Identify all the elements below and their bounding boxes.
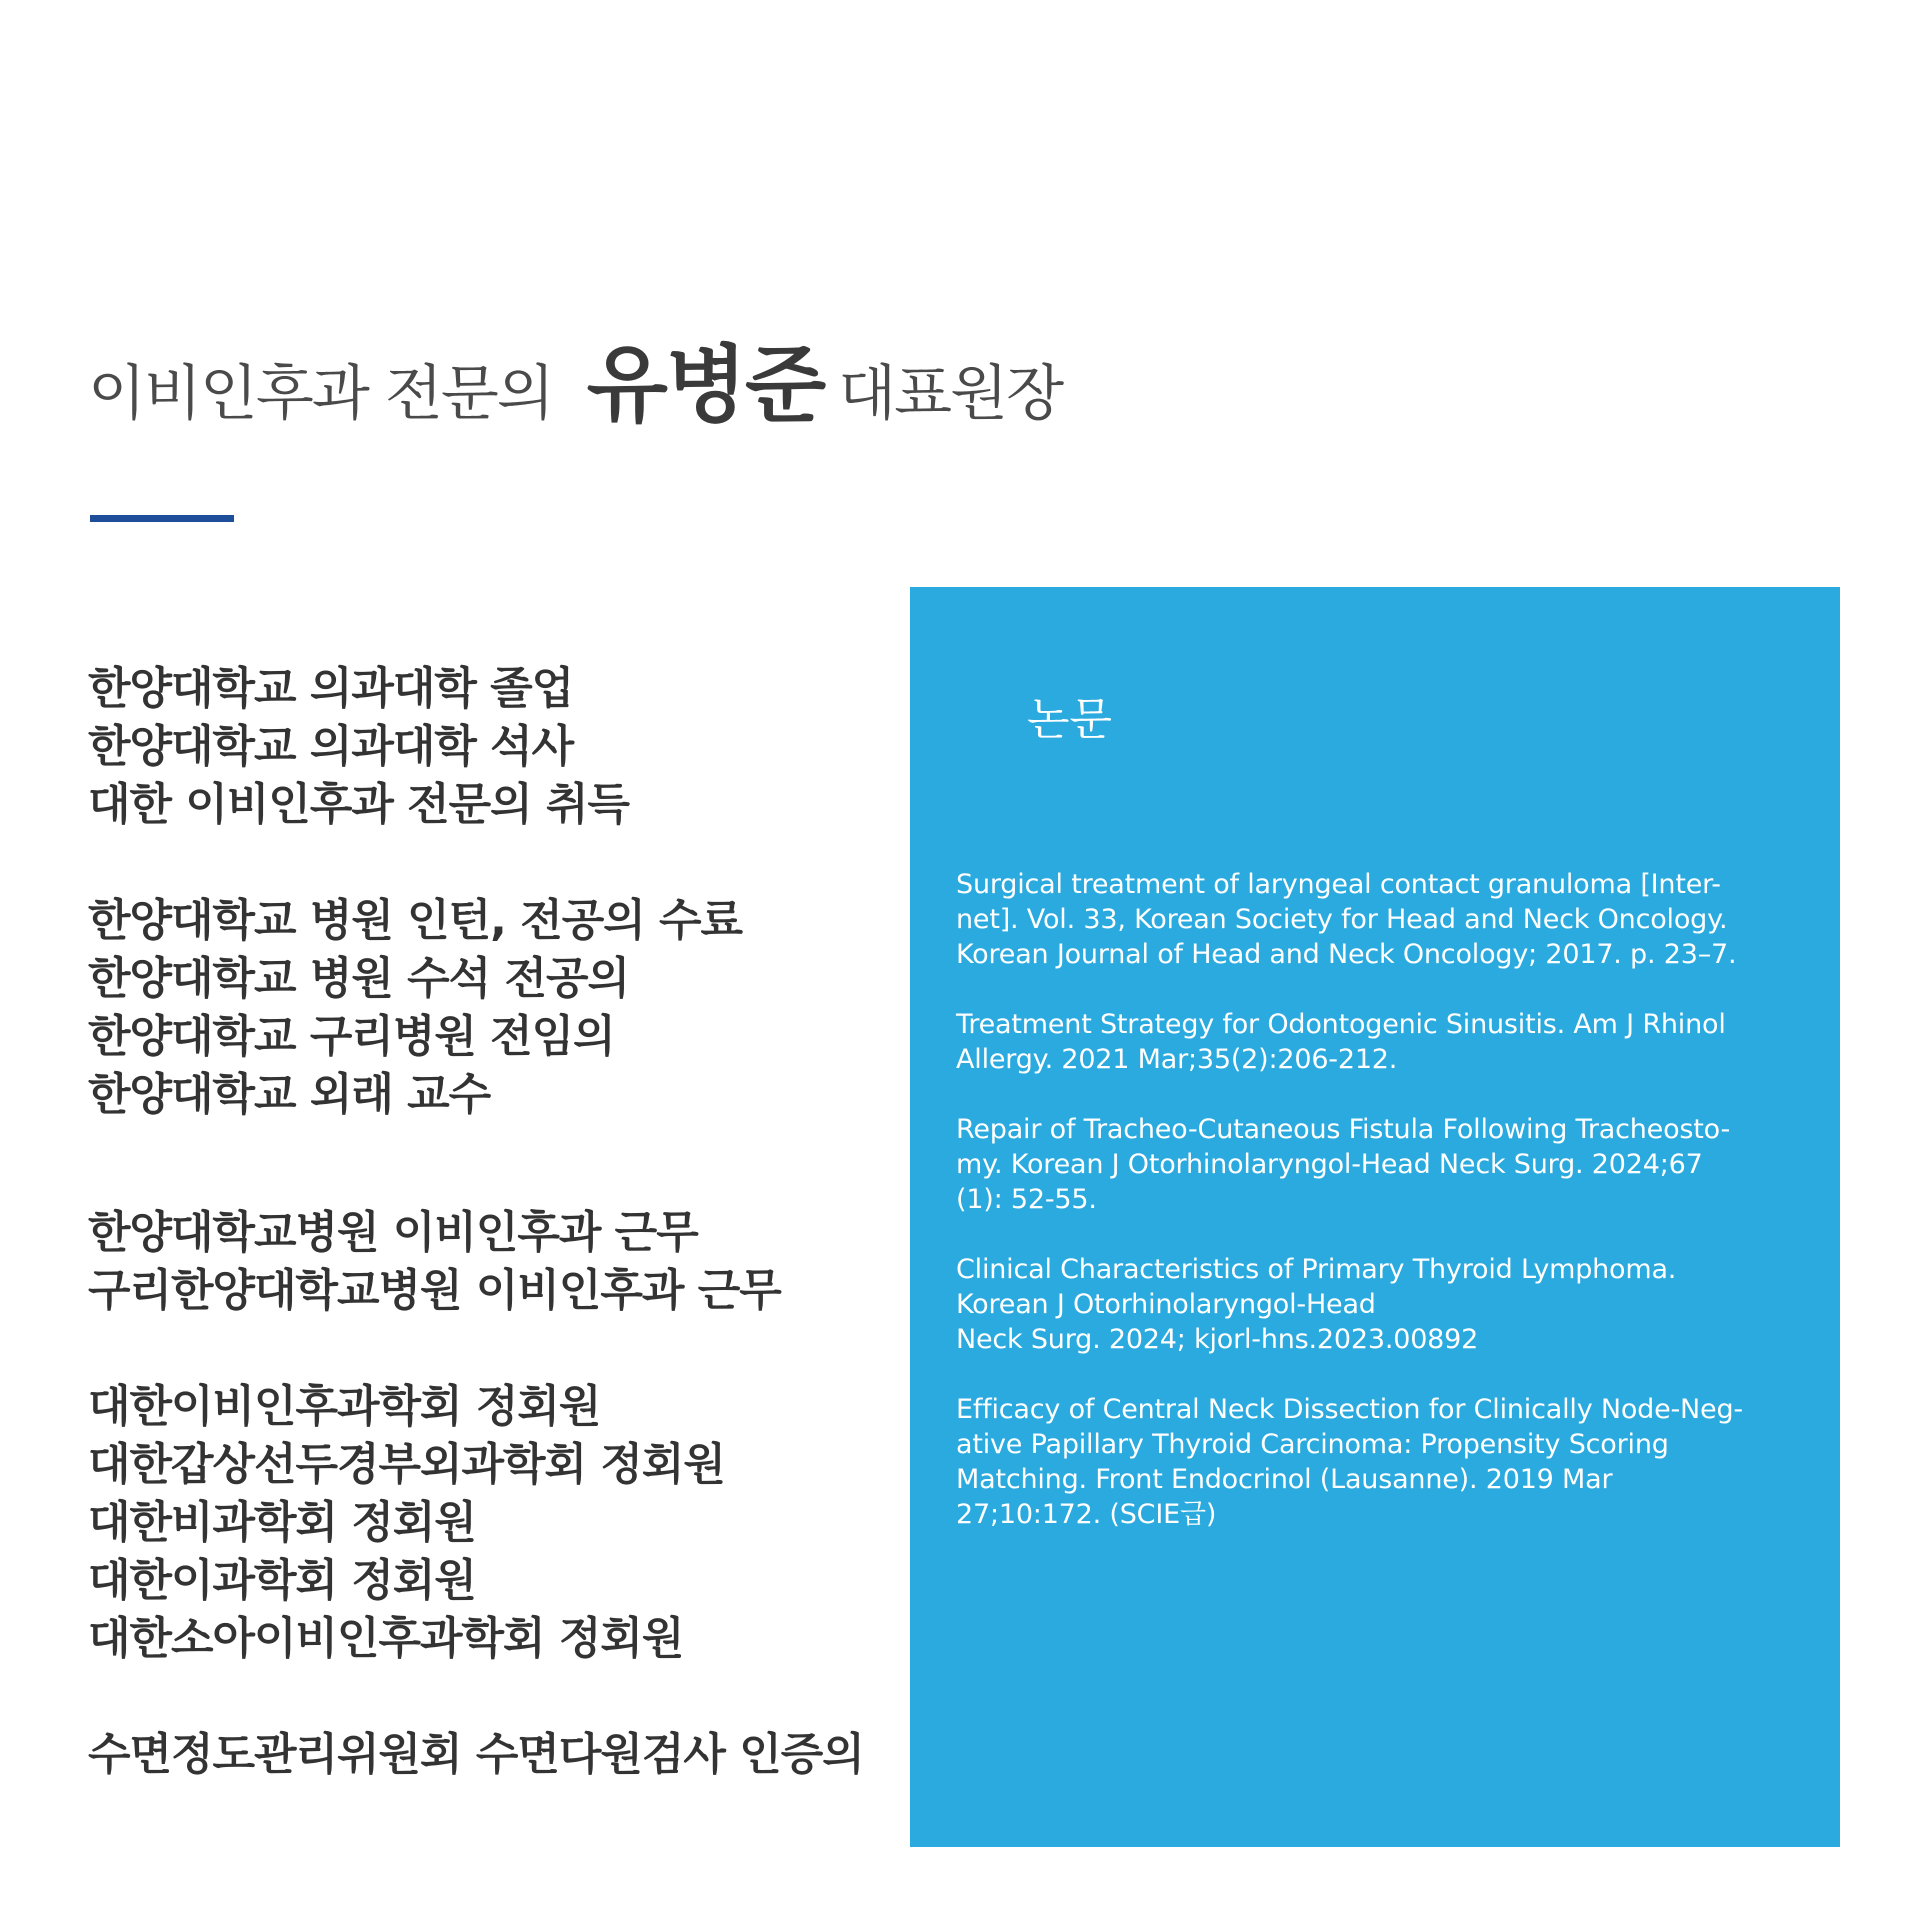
career-line: 대한이비인후과학회 정회원 — [88, 1381, 601, 1432]
career-line: 한양대학교 구리병원 전임의 — [88, 1011, 615, 1062]
paper-line: Neck Surg. 2024; kjorl-hns.2023.00892 — [956, 1324, 1479, 1355]
paper-item — [956, 1112, 1806, 1217]
career-line: 구리한양대학교병원 이비인후과 근무 — [88, 1265, 781, 1316]
career-line: 대한소아이비인후과학회 정회원 — [88, 1613, 684, 1664]
certification-group — [88, 1726, 888, 1784]
career-line: 대한비과학회 정회원 — [88, 1497, 476, 1548]
paper-item — [956, 1252, 1806, 1357]
paper-line: Korean Journal of Head and Neck Oncology; 2017. p. 23–7. — [956, 939, 1737, 970]
career-line: 한양대학교 병원 인턴, 전공의 수료 — [88, 895, 743, 946]
header-prefix: 이비인후과 전문의 — [88, 359, 553, 429]
career-line: 대한갑상선두경부외과학회 정회원 — [88, 1439, 725, 1490]
paper-line: 27;10:172. (SCIE급) — [956, 1499, 1217, 1530]
paper-line: Allergy. 2021 Mar;35(2):206-212. — [956, 1044, 1398, 1075]
paper-line: Korean J Otorhinolaryngol-Head — [956, 1289, 1376, 1320]
paper-line: Clinical Characteristics of Primary Thyroid Lymphoma. — [956, 1254, 1677, 1285]
memberships-group — [88, 1378, 888, 1668]
career-line: 한양대학교병원 이비인후과 근무 — [88, 1207, 698, 1258]
paper-line: my. Korean J Otorhinolaryngol-Head Neck Surg. 2024;67 — [956, 1149, 1703, 1180]
papers-list — [956, 867, 1806, 1567]
paper-item — [956, 1392, 1806, 1532]
page-header — [88, 318, 1062, 439]
doctor-name: 유병준 — [586, 336, 825, 434]
papers-title: 논문 — [1027, 694, 1113, 745]
education-group — [88, 660, 888, 834]
paper-line: (1): 52-55. — [956, 1184, 1097, 1215]
paper-line: Efficacy of Central Neck Dissection for Clinically Node-Neg- — [956, 1394, 1743, 1425]
accent-divider — [90, 515, 234, 522]
work-group — [88, 1204, 888, 1320]
paper-item — [956, 867, 1806, 972]
career-line: 한양대학교 병원 수석 전공의 — [88, 953, 630, 1004]
training-group — [88, 892, 888, 1124]
career-line: 대한 이비인후과 전문의 취득 — [88, 779, 630, 830]
paper-line: Surgical treatment of laryngeal contact granuloma [Inter- — [956, 869, 1721, 900]
career-line: 수면정도관리위원회 수면다원검사 인증의 — [88, 1729, 864, 1780]
career-line: 대한이과학회 정회원 — [88, 1555, 476, 1606]
paper-line: Matching. Front Endocrinol (Lausanne). 2019 Mar — [956, 1464, 1613, 1495]
career-line: 한양대학교 의과대학 졸업 — [88, 663, 574, 714]
career-line: 한양대학교 외래 교수 — [88, 1069, 491, 1120]
career-list — [88, 660, 888, 1784]
paper-line: Repair of Tracheo-Cutaneous Fistula Following Tracheosto- — [956, 1114, 1730, 1145]
paper-line: net]. Vol. 33, Korean Society for Head and Neck Oncology. — [956, 904, 1728, 935]
papers-panel — [910, 587, 1840, 1847]
career-line: 한양대학교 의과대학 석사 — [88, 721, 574, 772]
paper-line: ative Papillary Thyroid Carcinoma: Propensity Scoring — [956, 1429, 1669, 1460]
header-suffix: 대표원장 — [838, 359, 1063, 429]
paper-line: Treatment Strategy for Odontogenic Sinusitis. Am J Rhinol — [956, 1009, 1726, 1040]
paper-item — [956, 1007, 1806, 1077]
